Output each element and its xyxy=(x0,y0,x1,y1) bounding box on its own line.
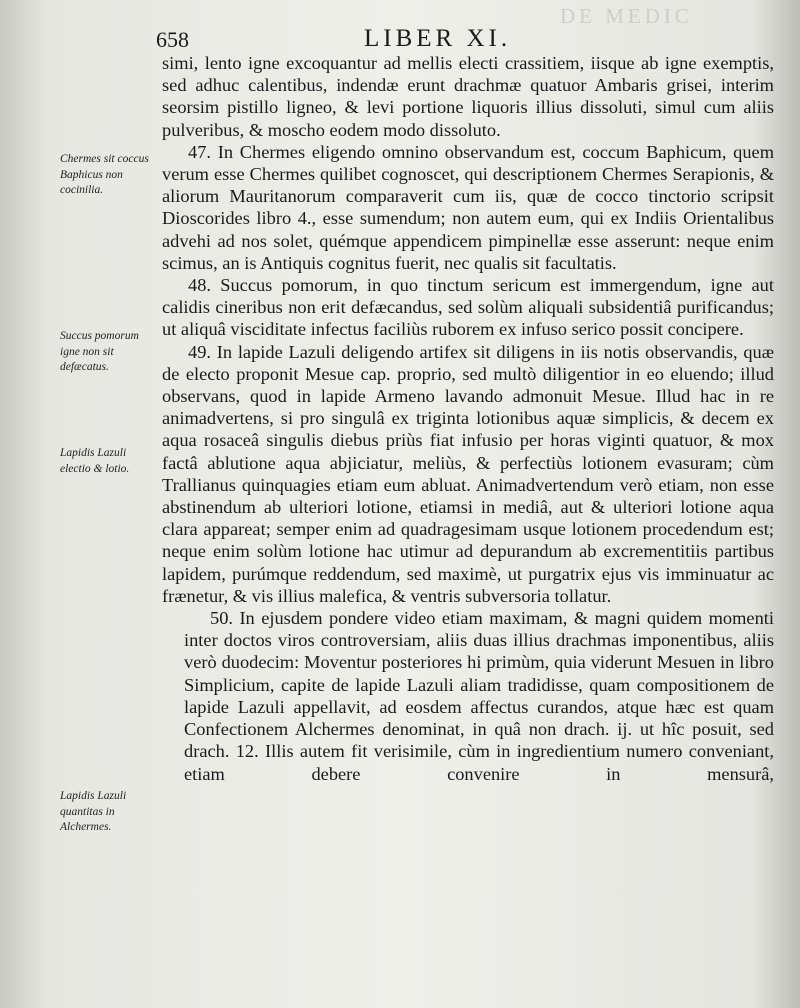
bleed-through-text: DE MEDIC xyxy=(560,4,693,28)
margin-note: Lapidis Lazuli quantitas in Alchermes. xyxy=(60,790,127,833)
page-number: 658 xyxy=(156,27,189,52)
paragraph: 50. In ejusdem pondere video etiam maximam, & magni quidem momenti inter doctos viros controversiam, aliis duas illius drachmas imponentibus, aliis verò duodecim: Moventur posteriores hi primùm, quia viderunt Mesuen in libro Simplicium, capite de lapide Lazuli aliam tradidisse, quam compositionem de lapide Lazuli appellavit, ad eosdem affectus curandos, atque hæc est quam Confectionem Alchermes denominat, in quâ non drach. ij. ut hîc posuit, sed drach. 12. Illis autem fit verisimile, cùm in ingredientium numero conveniant, etiam debere convenire in mensurâ, xyxy=(184,608,774,784)
main-text xyxy=(162,52,774,785)
paragraph: 48. Succus pomorum, in quo tinctum sericum est immergendum, igne aut calidis cineribus non erit defæcandus, sed solùm aliquali subsidentiâ purificandus; ut aliquâ visciditate infectus faciliùs ruborem ex infuso serico possit concipere. xyxy=(162,275,774,340)
paragraph: 47. In Chermes eligendo omnino observandum est, coccum Baphicum, quem verum esse Chermes quilibet cognoscet, qui descriptionem Chermes Serapionis, & aliorum Mauritanorum comparaverit cum iis, quæ de cocco tinctorio scripsit Dioscorides libro 4., esse sumendum; non autem eum, qui ex Indiis Orientalibus advehi ad nos solet, quémque appendicem pimpinellæ esse asserunt: neque enim scimus, an is Antiquis cognitus fuerit, nec qualis sit facultatis. xyxy=(162,141,774,273)
paragraph: 49. In lapide Lazuli deligendo artifex sit diligens in iis notis observandis, quæ de electo proponit Mesue cap. proprio, sed multò diligentior in eo eluendo; illud observans, quod in lapide Armeno lavando admonuit Mesue. Illud hac in re animadvertens, si pro singulâ ex triginta lotionibus aquæ simplicis, & decem ex aqua rosaceâ singulis diebus priùs fiat infusio per horas viginti quatuor, & mox factâ ablutione aqua abjiciatur, meliùs, & perfectiùs lotionem evasuram; cùm Trallianus quinquagies etiam eum abluat. Animadvertendum verò etiam, non esse abstinendum ab ulteriori lotione, etiamsi in mediâ, aut & ulteriori lotione aqua clara appareat; semper enim ad quadragesimam usque lotionem procedendum est; neque enim solùm lotione hac utimur ad depurandum ab excrementitiis partibus lapidem, purúmque reddendum, sed maximè, ut purgatrix ejus vis imminuatur ac frænetur, & vis illius malefica, & ventris subversoria tollatur. xyxy=(162,341,774,606)
paragraph: simi, lento igne excoquantur ad mellis electi crassitiem, iisque ab igne exemptis, sed adhuc calentibus, indendæ erunt drachmæ quatuor Ambaris grisei, interim seorsim pistillo ligneo, & levi portione liquoris illius dissoluti, simul cum aliis pulveribus, & moscho eodem modo dissoluto. xyxy=(162,53,774,140)
running-head: LIBER XI. xyxy=(364,25,512,52)
margin-note: Succus pomorum igne non sit defæcatus. xyxy=(60,330,139,373)
margin-note: Lapidis Lazuli electio & lotio. xyxy=(60,447,130,475)
margin-note: Chermes sit coccus Baphicus non cocinilia. xyxy=(60,153,149,196)
margin-notes xyxy=(0,0,158,1008)
